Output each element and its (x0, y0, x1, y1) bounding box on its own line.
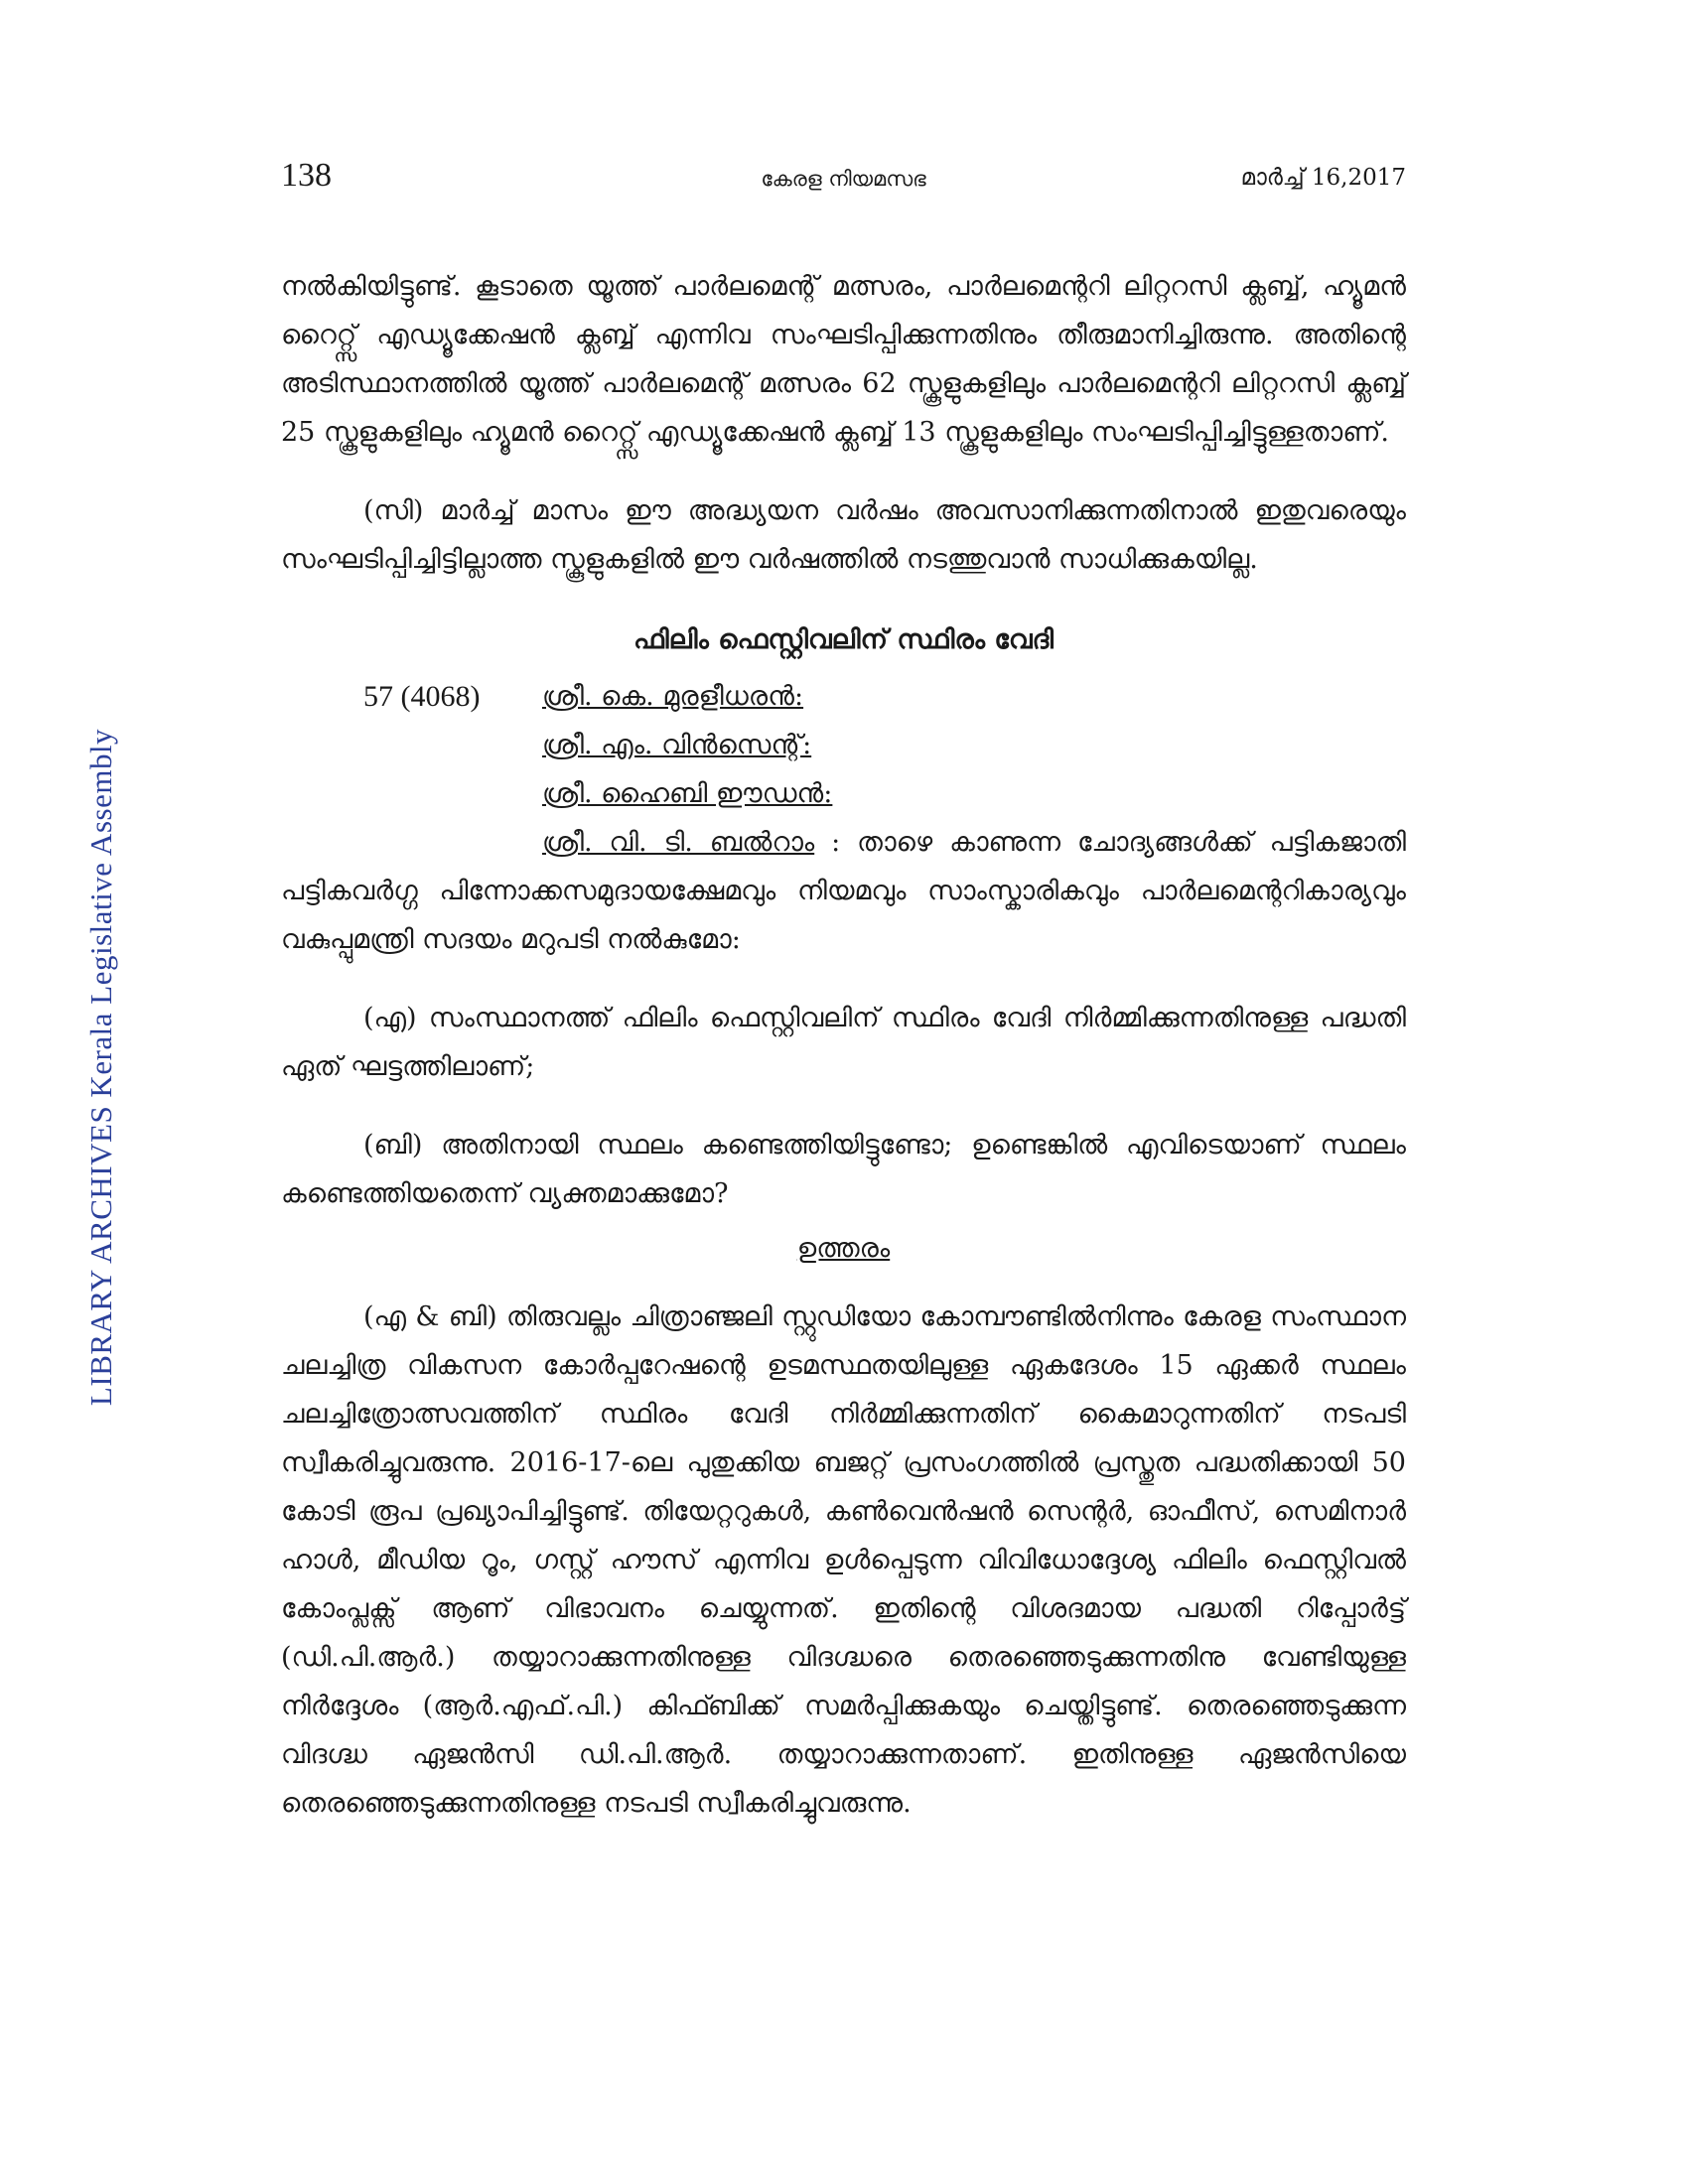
member-name: ശ്രീ. വി. ടി. ബൽറാം (542, 827, 815, 858)
archive-watermark: LIBRARY ARCHIVES Kerala Legislative Assembly (83, 728, 118, 1407)
page-number: 138 (281, 157, 332, 194)
answer-text: (എ & ബി) തിരുവല്ലം ചിത്രാഞ്ജലി സ്റ്റുഡിയോ കോമ്പൗണ്ടിൽനിന്നും കേരള സംസ്ഥാന ചലച്ചിത്ര വികസന കോർപ്പറേഷന്റെ ഉടമസ്ഥതയിലുള്ള ഏകദേശം 15 ഏക്കർ സ്ഥലം ചലച്ചിത്രോത്സവത്തിന് സ്ഥിരം വേദി നിർമ്മിക്കുന്നതിന് കൈമാറുന്നതിന് നടപടി സ്വീകരിച്ചുവരുന്നു. 2016-17-ലെ പുതുക്കിയ ബജറ്റ് പ്രസംഗത്തിൽ പ്രസ്തുത പദ്ധതിക്കായി 50 കോടി രൂപ പ്രഖ്യാപിച്ചിട്ടുണ്ട്. തിയേറ്ററുകൾ, കൺവെൻഷൻ സെന്റർ, ഓഫീസ്, സെമിനാർ ഹാൾ, മീഡിയ റൂം, ഗസ്റ്റ് ഹൗസ് എന്നിവ ഉൾപ്പെടുന്ന വിവിധോദ്ദേശ്യ ഫിലിം ഫെസ്റ്റിവൽ കോംപ്ലക്സ് ആണ് വിഭാവനം ചെയ്യുന്നത്. ഇതിന്റെ വിശദമായ പദ്ധതി റിപ്പോർട്ട് (ഡി.പി.ആർ.) തയ്യാറാക്കുന്നതിനുള്ള വിദഗ്ദ്ധരെ തെരഞ്ഞെടുക്കുന്നതിനു വേണ്ടിയുള്ള നിർദ്ദേശം (ആർ.എഫ്.പി.) കിഫ്ബിക്ക് സമർപ്പിക്കുകയും ചെയ്തിട്ടുണ്ട്. തെരഞ്ഞെടുക്കുന്ന വിദഗ്ദ്ധ ഏജൻസി ഡി.പി.ആർ. തയ്യാറാക്കുന്നതാണ്. ഇതിനുള്ള ഏജൻസിയെ തെരഞ്ഞെടുക്കുന്നതിനുള്ള നടപടി സ്വീകരിച്ചുവരുന്നു. (281, 1301, 1406, 1819)
running-title: കേരള നിയമസഭ (761, 167, 926, 191)
question-members-row-2 (281, 721, 1406, 769)
question-b: (ബി) അതിനായി സ്ഥലം കണ്ടെത്തിയിട്ടുണ്ടോ; ഉണ്ടെങ്കിൽ എവിടെയാണ് സ്ഥലം കണ്ടെത്തിയതെന്ന് വ്യക്തമാക്കുമോ? (281, 1130, 1406, 1209)
document-body (281, 262, 1406, 1828)
answer-heading: ഉത്തരം (796, 1233, 891, 1264)
member-name: ശ്രീ. ഹൈബി ഈഡൻ: (542, 778, 833, 809)
page-header (281, 157, 1406, 206)
question-members-row-3 (281, 769, 1406, 818)
question-number: 57 (4068) (363, 680, 481, 713)
paragraph-continuation: നൽകിയിട്ടുണ്ട്. കൂടാതെ യൂത്ത് പാർലമെന്റ് മത്സരം, പാർലമെന്ററി ലിറ്ററസി ക്ലബ്ബ്, ഹ്യൂമൻ റൈറ്റ്സ് എഡ്യൂക്കേഷൻ ക്ലബ്ബ് എന്നിവ സംഘടിപ്പിക്കുന്നതിനും തീരുമാനിച്ചിരുന്നു. അതിന്റെ അടിസ്ഥാനത്തിൽ യൂത്ത് പാർലമെന്റ് മത്സരം 62 സ്കൂളുകളിലും പാർലമെന്ററി ലിറ്ററസി ക്ലബ്ബ് 25 സ്കൂളുകളിലും ഹ്യൂമൻ റൈറ്റ്സ് എഡ്യൂക്കേഷൻ ക്ലബ്ബ് 13 സ്കൂളുകളിലും സംഘടിപ്പിച്ചിട്ടുള്ളതാണ്. (281, 271, 1406, 448)
question-heading: ഫിലിം ഫെസ്റ്റിവലിന് സ്ഥിരം വേദി (633, 624, 1055, 655)
question-intro (281, 818, 1406, 964)
member-name: ശ്രീ. കെ. മുരളീധരൻ: (542, 681, 804, 712)
paragraph-c: (സി) മാർച്ച് മാസം ഈ അദ്ധ്യയന വർഷം അവസാനിക്കുന്നതിനാൽ ഇതുവരെയും സംഘടിപ്പിച്ചിട്ടില്ലാത്ത സ്കൂളുകളിൽ ഈ വർഷത്തിൽ നടത്തുവാൻ സാധിക്കുകയില്ല. (281, 495, 1406, 575)
question-members-row-1 (281, 672, 1406, 721)
header-date: മാർച്ച് 16,2017 (1240, 165, 1406, 191)
question-intro-text: : താഴെ കാണുന്ന ചോദ്യങ്ങൾക്ക് പട്ടികജാതി പട്ടികവർഗ്ഗ പിന്നോക്കസമുദായക്ഷേമവും നിയമവും സാംസ്കാരികവും പാർലമെന്ററികാര്യവും വകുപ്പുമന്ത്രി സദയം മറുപടി നൽകുമോ: (281, 827, 1407, 955)
member-name: ശ്രീ. എം. വിൻസെന്റ്: (542, 730, 812, 760)
question-a: (എ) സംസ്ഥാനത്ത് ഫിലിം ഫെസ്റ്റിവലിന് സ്ഥിരം വേദി നിർമ്മിക്കുന്നതിനുള്ള പദ്ധതി ഏത് ഘട്ടത്തിലാണ്; (281, 1003, 1406, 1082)
